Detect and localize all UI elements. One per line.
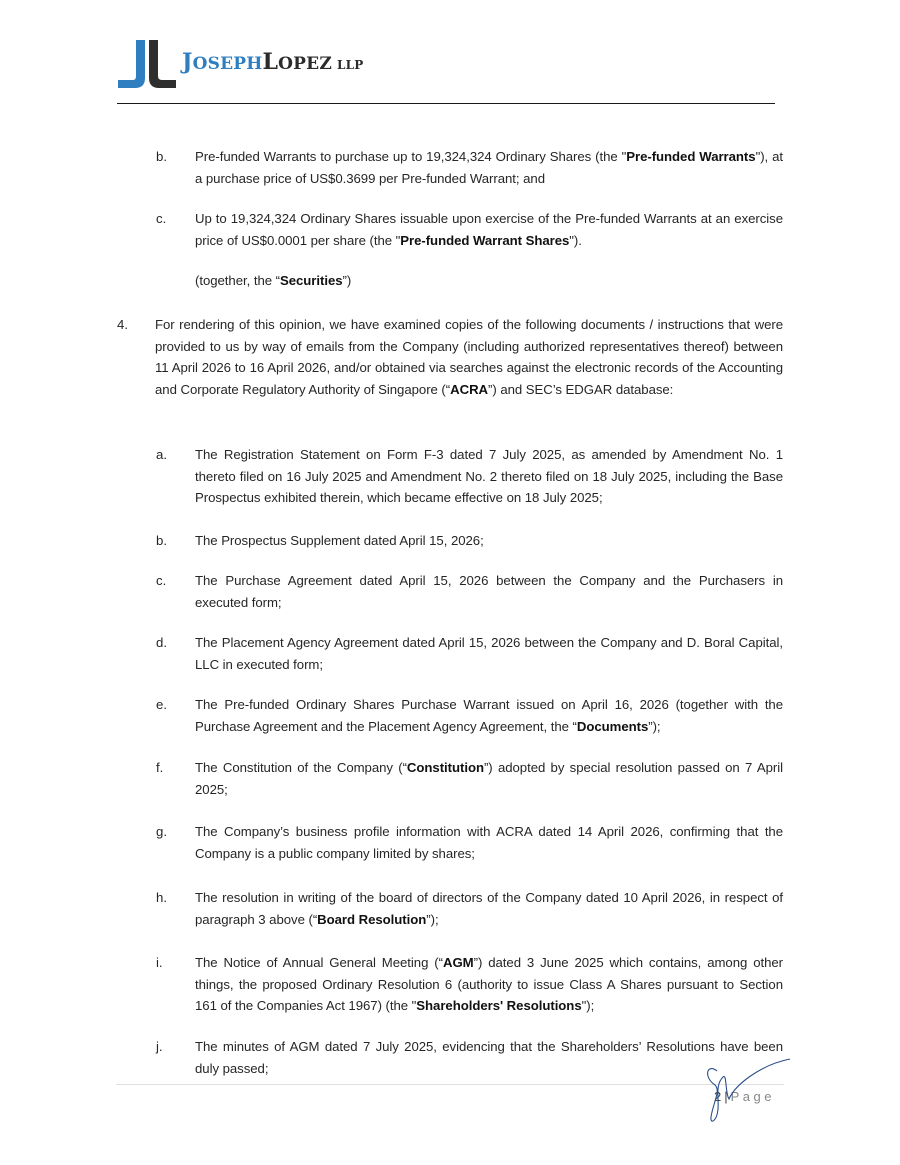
page-footer [714,1089,775,1104]
document-item: The Prospectus Supplement dated April 15, 2026; [195,533,484,548]
list-marker: c. [156,573,167,588]
list-item-text: Up to 19,324,324 Ordinary Shares issuable upon exercise of the Pre-funded Warrants at an exercise price of US$0.0001 per share (the "Pre-funded Warrant Shares"). [195,211,783,248]
document-item: The minutes of AGM dated 7 July 2025, evidencing that the Shareholders’ Resolutions have been duly passed; [195,1039,783,1076]
list-marker: g. [156,824,167,839]
list-marker: e. [156,697,167,712]
brand-second-rest: OPEZ [278,54,332,74]
document-item: The Placement Agency Agreement dated April 15, 2026 between the Company and D. Boral Capital, LLC in executed form; [195,635,783,672]
page-separator: | [724,1089,728,1104]
together-definition: (together, the “Securities”) [195,273,352,288]
paragraph-number: 4. [117,317,128,332]
document-item: The Company’s business profile information with ACRA dated 14 April 2026, confirming that the Company is a public company limited by shares; [195,824,783,861]
list-marker: a. [156,447,167,462]
brand-first-initial: J [182,49,193,75]
footer-divider [116,1084,784,1085]
list-item-text: Pre-funded Warrants to purchase up to 19,324,324 Ordinary Shares (the "Pre-funded Warrants"), at a purchase price of US$0.3699 per Pre-funded Warrant; and [195,149,783,186]
list-marker: d. [156,635,167,650]
document-item: The Constitution of the Company (“Constitution”) adopted by special resolution passed on 7 April 2025; [195,760,783,797]
firm-logo-icon [116,38,178,90]
list-marker: h. [156,890,167,905]
page-number: 2 [714,1089,722,1104]
list-marker: j. [156,1039,163,1054]
page-label: Page [730,1089,775,1104]
header-divider [117,103,775,104]
list-marker: b. [156,533,167,548]
document-item: The Registration Statement on Form F-3 dated 7 July 2025, as amended by Amendment No. 1 thereto filed on 16 July 2025 and Amendment No. 2 thereto filed on 18 July 2025, including the Base Prospectus exhibited therein, which became effective on 18 July 2025; [195,447,783,505]
document-item: The Purchase Agreement dated April 15, 2026 between the Company and the Purchasers in executed form; [195,573,783,610]
list-marker: b. [156,149,167,164]
list-marker: i. [156,955,163,970]
brand-suffix: LLP [336,58,364,72]
firm-name [182,49,363,75]
document-item: The Notice of Annual General Meeting (“AGM”) dated 3 June 2025 which contains, among other things, the proposed Ordinary Resolution 6 (authority to issue Class A Shares pursuant to Section 161 of the Companies Act 1967) (the "Shareholders' Resolutions"); [195,955,784,1013]
document-item: The Pre-funded Ordinary Shares Purchase Warrant issued on April 16, 2026 (together with the Purchase Agreement and the Placement Agency Agreement, the “Documents”); [195,697,783,734]
list-marker: c. [156,211,167,226]
paragraph-4-text: For rendering of this opinion, we have examined copies of the following documents / instructions that were provided to us by way of emails from the Company (including authorized representatives thereof) between 11 April 2026 to 16 April 2026, and/or obtained via searches against the electronic records of the Accounting and Corporate Regulatory Authority of Singapore (“ACRA”) and SEC’s EDGAR database: [155,317,783,397]
brand-first-rest: OSEPH [192,54,263,74]
brand-second-initial: L [262,49,279,75]
document-item: The resolution in writing of the board of directors of the Company dated 10 April 2026, in respect of paragraph 3 above (“Board Resolution”); [195,890,783,927]
list-marker: f. [156,760,164,775]
